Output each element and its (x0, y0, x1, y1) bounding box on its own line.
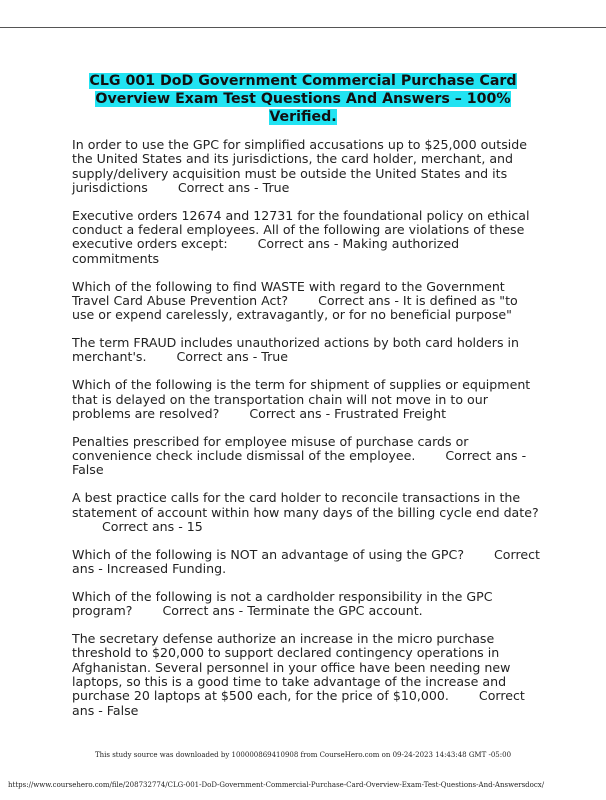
answer-text: Correct ans - False (72, 448, 527, 478)
question-text: The secretary defense authorize an increase in the micro purchase threshold to $20,000 to support declared contingency operations in Afghanistan. Several personnel in your office have been needing new laptops, so this is a good time to take advantage of the increase and purchase 20 laptops at $500 each, for the price of $10,000. (72, 631, 511, 704)
answer-text: Correct ans - Making authorized commitments (72, 236, 460, 266)
qa-item (72, 435, 542, 478)
qa-item (72, 280, 542, 323)
answer-text: Correct ans - Frustrated Freight (249, 405, 447, 421)
question-text: In order to use the GPC for simplified accusations up to $25,000 outside the United States and its jurisdictions, the card holder, merchant, and supply/delivery acquisition must be outside the United States and its jurisdictions (72, 137, 528, 195)
document-title (80, 72, 526, 126)
qa-item (72, 491, 542, 534)
qa-item (72, 378, 542, 421)
answer-text: Correct ans - True (177, 179, 290, 195)
question-text: Penalties prescribed for employee misuse of purchase cards or convenience check include dismissal of the employee. (72, 433, 469, 464)
question-text: A best practice calls for the card holder to reconcile transactions in the statement of account within how many days of the billing cycle end date? (72, 490, 539, 520)
header-rule (0, 27, 606, 28)
question-text: Which of the following is not a cardholder responsibility in the GPC program? (72, 588, 493, 619)
download-notice: This study source was downloaded by 100000869410908 from CourseHero.com on 09-24-2023 14:43:48 GMT -05:00 (94, 751, 512, 759)
question-text: The term FRAUD includes unauthorized actions by both card holders in merchant's. (72, 335, 520, 365)
qa-item (72, 632, 542, 718)
question-list (72, 138, 542, 731)
question-text: Which of the following to find WASTE with regard to the Government Travel Card Abuse Prevention Act? (72, 278, 505, 308)
qa-item (72, 548, 542, 577)
qa-item (72, 336, 542, 365)
question-text: Which of the following is the term for shipment of supplies or equipment that is delayed on the transportation chain will not move in to our problems are resolved? (72, 377, 531, 421)
qa-item (72, 209, 542, 266)
answer-text: Correct ans - 15 (102, 518, 203, 534)
question-text: Which of the following is NOT an advantage of using the GPC? (72, 546, 464, 562)
question-text: Executive orders 12674 and 12731 for the foundational policy on ethical conduct a federal employees. All of the following are violations of these executive orders except: (72, 207, 530, 252)
answer-text: Correct ans - False (72, 688, 525, 718)
source-url[interactable]: https://www.coursehero.com/file/208732774/CLG-001-DoD-Government-Commercial-Purchase-Card-Overview-Exam-Test-Questions-And-Answersdocx/ (8, 781, 545, 789)
answer-text: Correct ans - Terminate the GPC account. (162, 603, 423, 619)
title-text: CLG 001 DoD Government Commercial Purchase Card Overview Exam Test Questions And Answers – 100% Verified. (89, 73, 517, 125)
answer-text: Correct ans - Increased Funding. (72, 546, 540, 576)
qa-item (72, 590, 542, 619)
answer-text: Correct ans - It is defined as "to use or expend carelessly, extravagantly, or for no beneficial purpose" (72, 292, 518, 323)
qa-item (72, 138, 542, 195)
answer-text: Correct ans - True (176, 349, 289, 365)
